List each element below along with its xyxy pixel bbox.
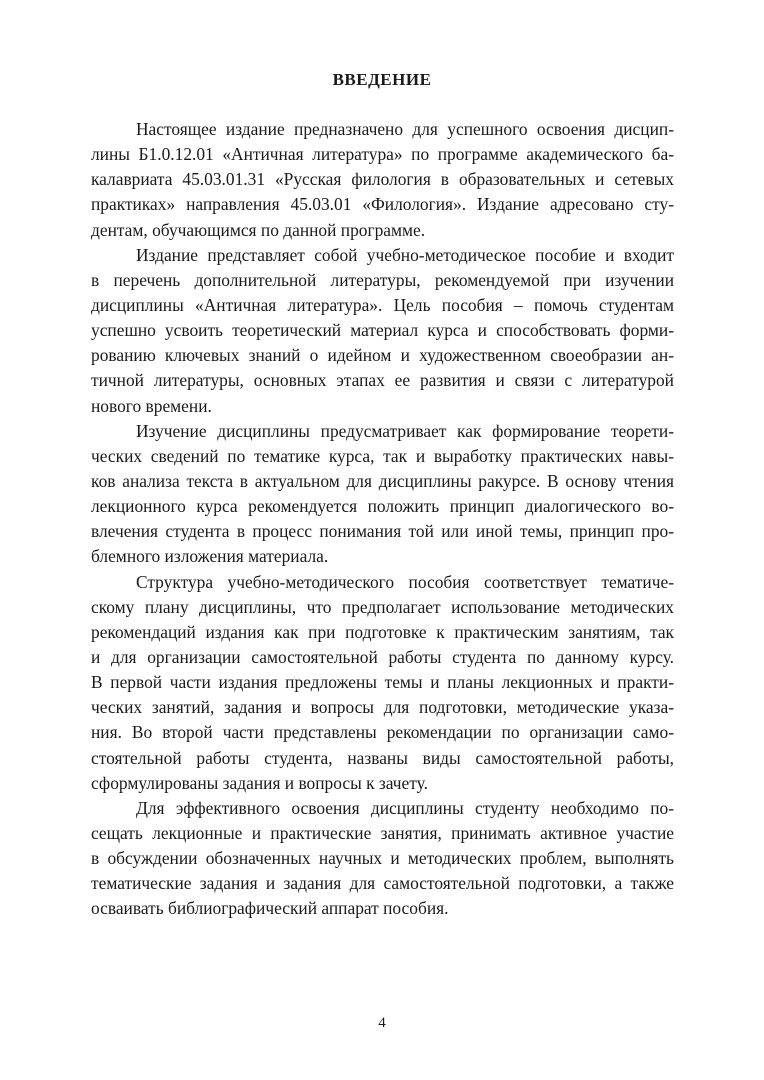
text-line: блемного изложения материала.: [91, 546, 329, 567]
text-line: стоятельной работы студента, названы виды самостоятельной работы,: [91, 747, 674, 768]
text-line: практиках» направления 45.03.01 «Филология». Издание адресовано сту-: [91, 194, 674, 215]
text-line: в перечень дополнительной литературы, рекомендуемой при изучении: [91, 269, 674, 290]
text-line: ков анализа текста в актуальном для дисциплины ракурсе. В основу чтения: [91, 470, 674, 491]
text-line: сформулированы задания и вопросы к зачету.: [91, 772, 428, 793]
paragraph: [91, 117, 674, 243]
text-line: осваивать библиографический аппарат пособия.: [91, 898, 449, 919]
text-line: ческих занятий, задания и вопросы для подготовки, методические указа-: [91, 697, 674, 718]
page-number: 4: [378, 1015, 386, 1031]
text-line: рованию ключевых знаний о идейном и художественном своеобразии ан-: [91, 345, 674, 366]
text-line: и для организации самостоятельной работы студента по данному курсу.: [91, 646, 674, 667]
text-line: лины Б1.0.12.01 «Античная литература» по программе академического ба-: [91, 144, 674, 165]
text-line: сещать лекционные и практические занятия, принимать активное участие: [91, 822, 674, 843]
text-line: Структура учебно-методического пособия соответствует тематиче-: [136, 571, 674, 592]
text-line: Настоящее издание предназначено для успешного освоения дисцип-: [136, 119, 674, 139]
text-line: лекционного курса рекомендуется положить принцип диалогического во-: [91, 496, 674, 517]
text-line: В первой части издания предложены темы и планы лекционных и практи-: [91, 672, 674, 693]
text-line: ческих сведений по тематике курса, так и выработку практических навы-: [91, 445, 674, 466]
text-line: успешно усвоить теоретический материал курса и способствовать форми-: [91, 320, 674, 341]
page-title: ВВЕДЕНИЕ: [332, 70, 432, 89]
paragraph: [91, 796, 674, 922]
text-line: Издание представляет собой учебно-методическое пособие и входит: [136, 244, 674, 265]
paragraph: [91, 419, 674, 570]
text-line: скому плану дисциплины, что предполагает использование методических: [91, 596, 674, 617]
text-line: дисциплины «Античная литература». Цель пособия – помочь студентам: [91, 294, 674, 315]
text-line: тематические задания и задания для самостоятельной подготовки, а также: [91, 873, 674, 894]
paragraph: [91, 570, 674, 796]
text-line: рекомендаций издания как при подготовке к практическим занятиям, так: [91, 621, 674, 642]
text-line: дентам, обучающимся по данной программе.: [91, 219, 426, 240]
text-line: калавриата 45.03.01.31 «Русская филология в образовательных и сетевых: [91, 169, 674, 190]
text-line: в обсуждении обозначенных научных и методических проблем, выполнять: [91, 848, 674, 869]
text-line: ния. Во второй части представлены рекомендации по организации само-: [91, 722, 674, 743]
text-line: тичной литературы, основных этапах ее развития и связи с литературой: [91, 370, 674, 391]
text-line: влечения студента в процесс понимания той или иной темы, принцип про-: [91, 521, 674, 542]
text-line: Для эффективного освоения дисциплины студенту необходимо по-: [136, 797, 674, 818]
text-line: Изучение дисциплины предусматривает как формирование теорети-: [136, 420, 674, 441]
page-body: [91, 117, 674, 922]
text-line: нового времени.: [91, 395, 212, 416]
paragraph: [91, 243, 674, 419]
